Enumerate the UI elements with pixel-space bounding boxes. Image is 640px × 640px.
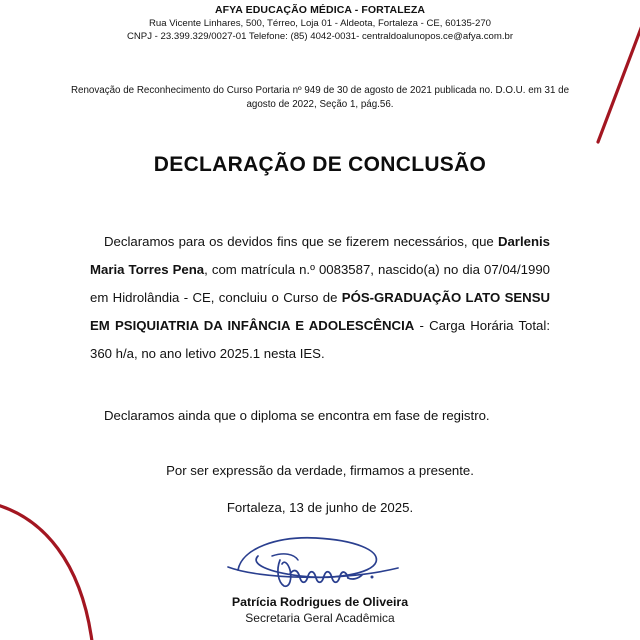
signer-name: Patrícia Rodrigues de Oliveira (231, 595, 409, 609)
place-and-date: Fortaleza, 13 de junho de 2025. (226, 500, 414, 515)
recognition-line-1: Renovação de Reconhecimento do Curso Portaria nº 949 de 30 de agosto de 2021 publicada no. (70, 85, 493, 96)
closing-statement: Por ser expressão da verdade, firmamos a presente. (166, 463, 474, 478)
course-recognition-note (60, 84, 580, 112)
declaration-intro-text: Declaramos para os devidos fins que se fizerem necessários, que (104, 234, 498, 249)
course-details-text: - Carga Horária Total: 360 h/a, no ano letivo 2025.1 nesta IES. (90, 318, 550, 361)
student-name: Darlenis Maria Torres Pena (90, 234, 550, 277)
declaration-body (90, 228, 550, 368)
page-title: DECLARAÇÃO DE CONCLUSÃO (153, 153, 487, 176)
signature-block (0, 530, 640, 626)
course-name: PÓS-GRADUAÇÃO LATO SENSU EM PSIQUIATRIA DA INFÂNCIA E ADOLESCÊNCIA (90, 290, 551, 333)
declaration-main-paragraph (90, 228, 550, 368)
document-header (0, 4, 640, 43)
organization-cnpj-contact: CNPJ - 23.399.329/0027-01 Telefone: (85) 4042-0031- centraldoalunopos.ce@afya.com.br (126, 31, 514, 42)
recognition-line-2: D.O.U. em 31 de agosto de 2022, Seção 1, pág.56. (246, 85, 570, 110)
handwritten-signature (220, 530, 420, 592)
organization-name: AFYA EDUCAÇÃO MÉDICA - FORTALEZA (214, 4, 426, 16)
enrollment-and-birth-text: , com matrícula n.º 0083587, nascido(a) no dia 07/04/1990 em Hidrolândia - CE, concluiu o Curso de (90, 262, 550, 305)
signer-role: Secretaria Geral Acadêmica (245, 611, 395, 625)
organization-address: Rua Vicente Linhares, 500, Térreo, Loja 01 - Aldeota, Fortaleza - CE, 60135-270 (148, 18, 492, 29)
diploma-registry-paragraph: Declaramos ainda que o diploma se encontra em fase de registro. (104, 408, 490, 423)
